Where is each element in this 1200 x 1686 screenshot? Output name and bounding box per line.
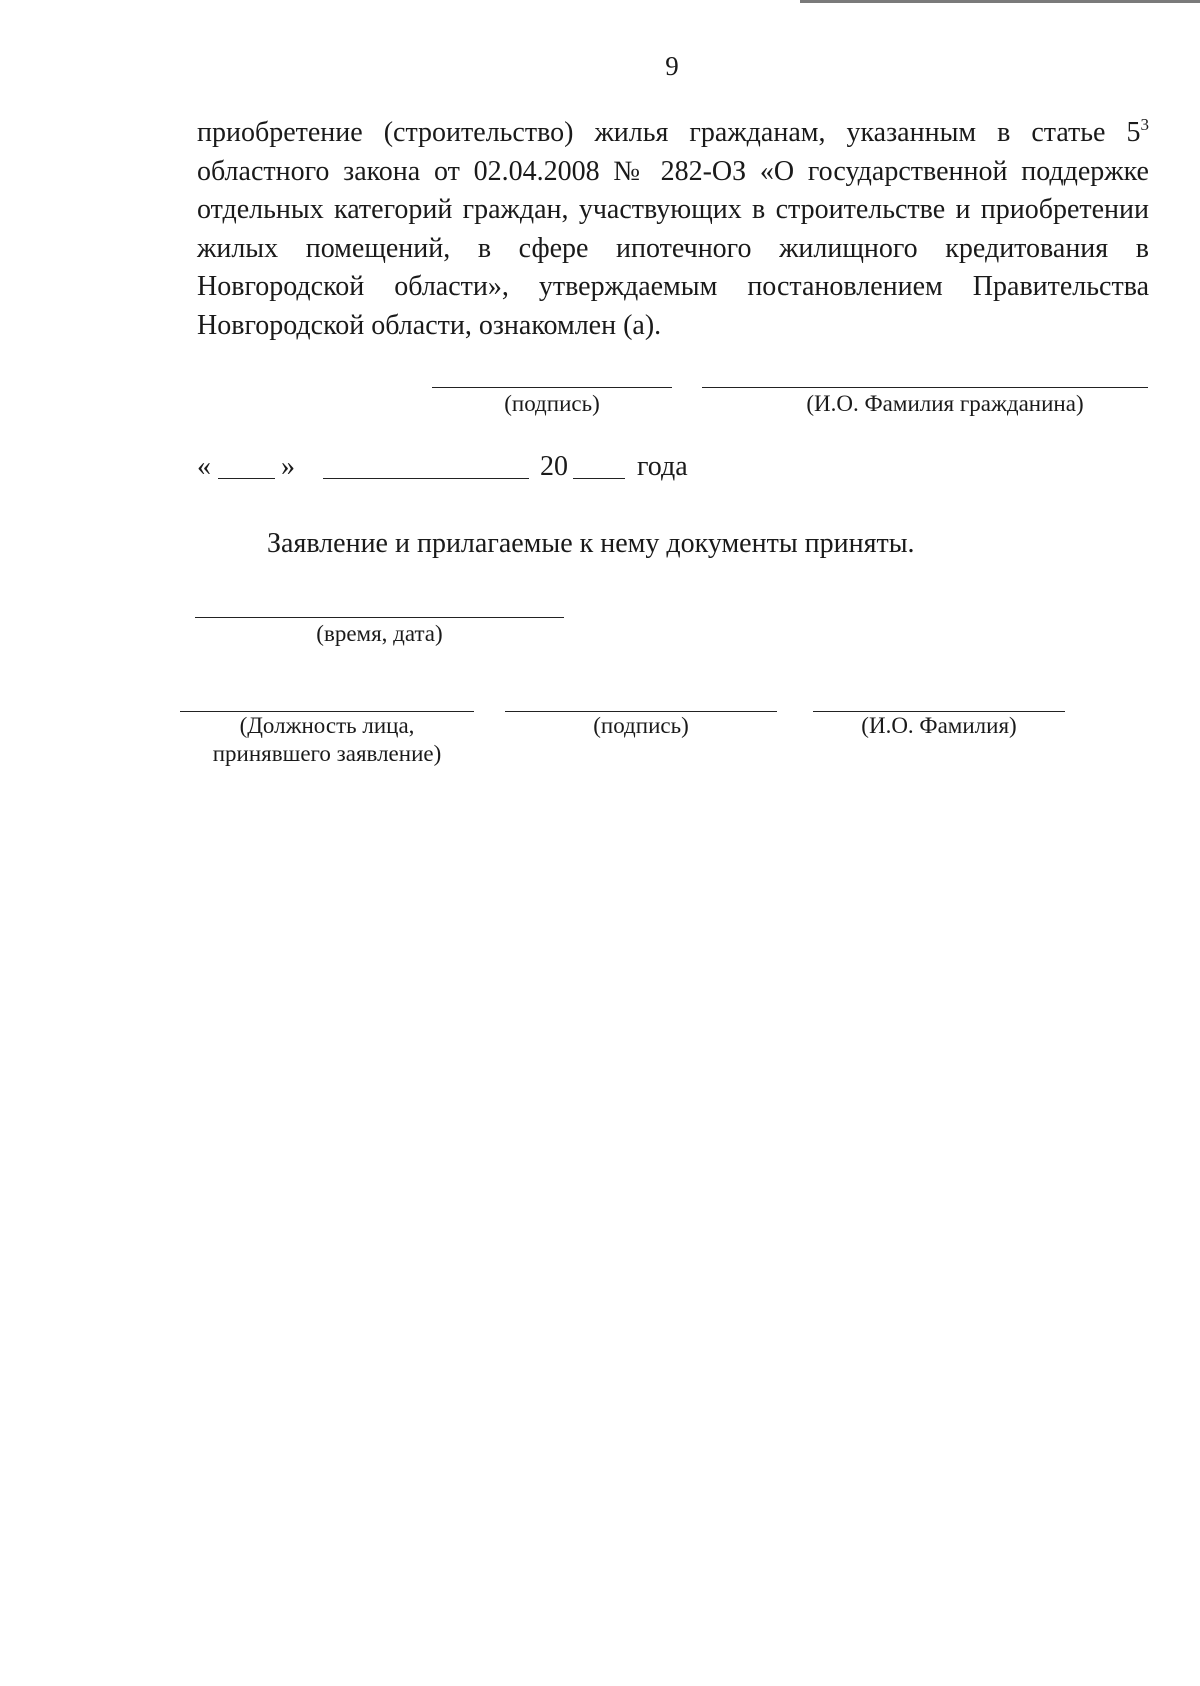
- article-superscript: 3: [1140, 115, 1149, 134]
- month-blank-line: [323, 478, 529, 479]
- year-blank-line: [573, 478, 625, 479]
- official-position-caption: [180, 712, 474, 768]
- date-open-quote: «: [197, 451, 211, 482]
- citizen-name-line: [702, 387, 1148, 388]
- date-line: [197, 447, 757, 487]
- citizen-name-caption: (И.О. Фамилия гражданина): [806, 391, 1084, 416]
- year-suffix: года: [637, 451, 688, 482]
- citizen-signature-line: [432, 387, 672, 388]
- page-number: 9: [665, 51, 679, 81]
- scan-edge-line: [800, 0, 1200, 3]
- official-position-caption-line1: (Должность лица,: [239, 713, 415, 738]
- date-close-quote: »: [281, 451, 295, 482]
- paragraph-text-start: приобретение (строительство) жилья гражданам, указанным в статье 5: [197, 117, 1141, 148]
- year-prefix: 20: [540, 451, 568, 482]
- day-blank-line: [218, 478, 275, 479]
- citizen-signature-caption: (подпись): [504, 391, 600, 416]
- body-paragraph: [197, 114, 1149, 345]
- time-date-caption: (время, дата): [316, 621, 443, 646]
- official-name-caption: (И.О. Фамилия): [861, 713, 1017, 738]
- paragraph-text-end: областного закона от 02.04.2008 № 282-ОЗ «О государственной поддержке отдельных категорий граждан, участвующих в строительстве и приобретении жилых помещений, в сфере ипотечного жилищного кредитования в Новгородской области», утверждаемым постановлением Правительства Новгородской области, ознакомлен (а).: [197, 155, 1149, 341]
- official-signature-caption: (подпись): [593, 713, 689, 738]
- official-position-caption-line2: принявшего заявление): [212, 741, 442, 766]
- accepted-statement: Заявление и прилагаемые к нему документы приняты.: [267, 528, 915, 559]
- time-date-line: [195, 617, 564, 618]
